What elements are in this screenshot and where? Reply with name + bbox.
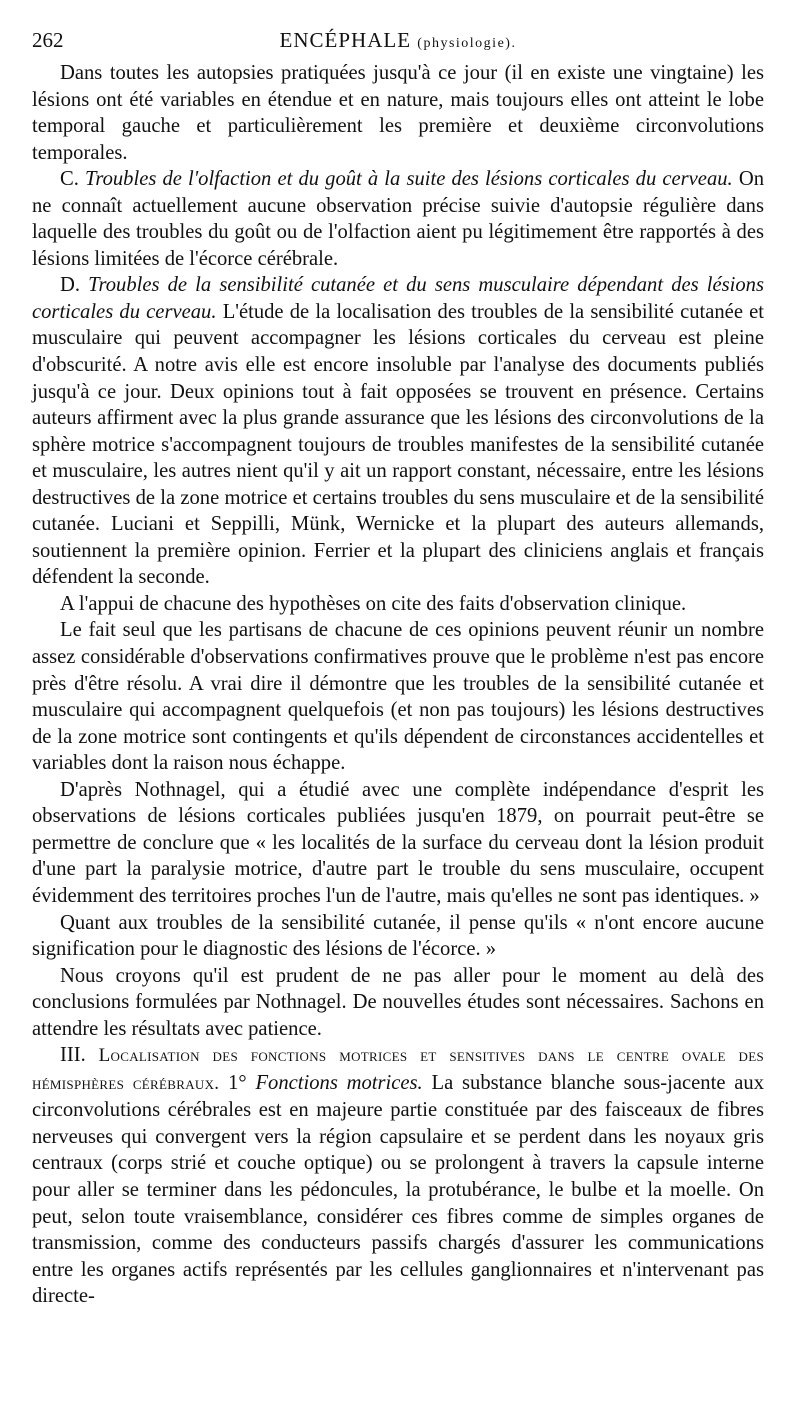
body-text (32, 60, 764, 1310)
paragraph: Dans toutes les autopsies pratiquées jusqu'à ce jour (il en existe une vingtaine) les lésions ont été variables en étendue et en nature, mais toujours elles ont atteint le lobe temporal gauche et particulièrement les première et deuxième circonvolutions temporales. (32, 62, 764, 164)
subsection-number: 1° (228, 1071, 247, 1094)
page-number: 262 (32, 28, 64, 52)
running-title-main: ENCÉPHALE (279, 28, 412, 52)
section-text: On ne connaît actuellement aucune observation précise suivie d'autopsie régulière dans laquelle des troubles du goût ou de l'olfaction aient pu légitimement être rapportés à des lésions limitées de l'écorce cérébrale. (32, 168, 764, 270)
paragraph: Nous croyons qu'il est prudent de ne pas aller pour le moment au delà des conclusions formulées par Nothnagel. De nouvelles études sont nécessaires. Sachons en attendre les résultats avec patience. (32, 964, 764, 1040)
section-text: La substance blanche sous-jacente aux circonvolutions cérébrales est en majeure partie constituée par des faisceaux de fibres nerveuses qui convergent vers la région capsulaire et se perdent dans les noyaux gris centraux (corps strié et couche optique) ou se prolongent à travers la capsule interne pour aller se terminer dans les pédoncules, la protubérance, le bulbe et la moelle. On peut, selon toute vraisemblance, considérer ces fibres comme de simples organes de transmission, comme des conducteurs passifs chargés d'assurer les communications entre les organes actifs représentés par les cellules ganglionnaires et n'intervenant pas directe- (32, 1071, 764, 1308)
paragraph: D'après Nothnagel, qui a étudié avec une complète indépendance d'esprit les observations de lésions corticales publiées jusqu'en 1879, on pourrait peut-être se permettre de conclure que « les localités de la surface du cerveau dont la lésion produit d'une part la paralysie motrice, d'autre part le trouble du sens musculaire, occupent évidemment des territoires proches l'un de l'autre, mais qu'elles ne sont pas identiques. » (32, 778, 764, 907)
section-d (32, 272, 764, 591)
section-label: III. (60, 1044, 86, 1067)
section-label: C. (60, 168, 79, 191)
section-text: L'étude de la localisation des troubles de la sensibilité cutanée et musculaire qui peuvent accompagner les lésions corticales du cerveau est pleine d'obscurité. A notre avis elle est encore insoluble par l'analyse des documents publiés jusqu'à ce jour. Deux opinions tout à fait opposées se trouvent en présence. Certains auteurs affirment avec la plus grande assurance que les lésions des circonvolutions de la sphère motrice s'accompagnent toujours de troubles manifestes de la sensibilité cutanée et musculaire, les autres nient qu'il y ait un rapport constant, nécessaire, entre les lésions destructives de la zone motrice et certains troubles du sens musculaire et de la sensibilité cutanée. Luciani et Seppilli, Münk, Wernicke et la plupart des auteurs allemands, soutiennent la première opinion. Ferrier et la plupart des cliniciens anglais et français défendent la seconde. (32, 300, 765, 589)
section-heading: Troubles de la sensibilité cutanée et du sens musculaire dépendant des lésions corticales du cerveau. (32, 274, 764, 323)
paragraph: Le fait seul que les partisans de chacune de ces opinions peuvent réunir un nombre assez considérable d'observations confirmatives prouve que le problème n'est pas encore près d'être résolu. A vrai dire il démontre que les troubles de la sensibilité cutanée et musculaire qui accompagnent quelquefois (et non pas toujours) les lésions destructives de la zone motrice sont contingents et qu'ils dépendent de circonstances accidentelles et variables dont la raison nous échappe. (32, 619, 764, 775)
subsection-heading: Fonctions motrices. (255, 1071, 423, 1094)
paragraph: A l'appui de chacune des hypothèses on cite des faits d'observation clinique. (60, 592, 687, 615)
section-c (32, 166, 764, 272)
section-label: D. (60, 274, 81, 297)
paragraph: Quant aux troubles de la sensibilité cutanée, il pense qu'ils « n'ont encore aucune signification pour le diagnostic des lésions de l'écorce. » (32, 911, 764, 961)
section-heading: Localisation des fonctions motrices et sensitives dans le centre ovale des hémisphères cérébraux. (32, 1045, 765, 1094)
page-header (32, 26, 764, 56)
section-iii (32, 1042, 764, 1309)
section-heading: Troubles de l'olfaction et du goût à la suite des lésions corticales du cerveau. (85, 168, 733, 191)
running-title (32, 28, 764, 53)
running-title-sub: (physiologie). (417, 36, 517, 51)
